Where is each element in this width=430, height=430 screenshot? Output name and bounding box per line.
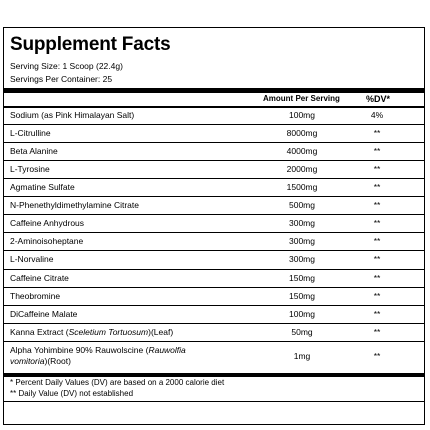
ingredient-name: L-Citrulline: [10, 128, 51, 138]
servings-per-container: Servings Per Container: 25: [10, 74, 113, 84]
ingredient-row: [4, 342, 424, 373]
ingredient-dv: **: [373, 327, 381, 337]
serving-size: Serving Size: 1 Scoop (22.4g): [10, 61, 123, 71]
ingredient-row: [4, 161, 424, 179]
footnote-not-established: ** Daily Value (DV) not established: [10, 389, 134, 398]
ingredient-name-latin: vomitoria: [10, 356, 45, 366]
ingredient-name: Sodium (as Pink Himalayan Salt): [10, 110, 135, 120]
ingredient-name: L-Tyrosine: [10, 164, 50, 174]
footnote-dv: * Percent Daily Values (DV) are based on a 2000 calorie diet: [10, 378, 225, 387]
ingredient-amount: 150mg: [289, 291, 315, 301]
ingredient-dv: **: [373, 128, 381, 138]
ingredient-name-part: Kanna Extract (: [10, 327, 69, 337]
ingredient-row: [4, 324, 424, 342]
supplement-facts-panel: [3, 27, 425, 425]
ingredient-amount: 8000mg: [286, 128, 318, 138]
column-header-amount: Amount Per Serving: [263, 94, 340, 103]
ingredient-amount: 1500mg: [286, 182, 318, 192]
ingredient-dv: **: [373, 291, 381, 301]
ingredient-dv: **: [373, 146, 381, 156]
ingredient-name: L-Norvaline: [10, 254, 54, 264]
ingredient-row: [4, 143, 424, 161]
ingredient-amount: 300mg: [289, 254, 315, 264]
ingredient-dv: **: [373, 182, 381, 192]
ingredient-amount: 100mg: [289, 110, 315, 120]
ingredient-row: [4, 107, 424, 125]
ingredient-dv: **: [373, 164, 381, 174]
ingredient-name-latin: Rauwolfia: [148, 345, 186, 355]
ingredient-dv: **: [373, 309, 381, 319]
ingredient-amount: 1mg: [293, 351, 311, 361]
ingredient-name-latin: Sceletium Tortuosum: [68, 327, 149, 337]
ingredient-name-part: )(Root): [44, 356, 71, 366]
ingredient-dv: **: [373, 254, 381, 264]
ingredient-amount: 4000mg: [286, 146, 318, 156]
ingredient-name: Agmatine Sulfate: [10, 182, 75, 192]
ingredient-row: [4, 215, 424, 233]
ingredient-dv: **: [373, 351, 381, 361]
ingredient-row: [4, 270, 424, 288]
ingredient-name: [10, 327, 173, 338]
ingredient-name: N-Phenethyldimethylamine Citrate: [10, 200, 139, 210]
ingredient-amount: 500mg: [289, 200, 315, 210]
ingredient-row: [4, 179, 424, 197]
ingredient-dv: **: [373, 218, 381, 228]
ingredient-row: [4, 197, 424, 215]
ingredient-name: Caffeine Citrate: [10, 273, 69, 283]
bottom-divider: [4, 401, 424, 402]
ingredient-row: [4, 233, 424, 251]
ingredient-amount: 300mg: [289, 236, 315, 246]
column-header-dv: %DV*: [366, 94, 391, 104]
ingredient-amount: 300mg: [289, 218, 315, 228]
ingredient-name: [10, 345, 186, 367]
ingredient-amount: 2000mg: [286, 164, 318, 174]
ingredient-amount: 100mg: [289, 309, 315, 319]
ingredient-row: [4, 306, 424, 324]
ingredient-row: [4, 125, 424, 143]
thick-divider: [4, 88, 424, 93]
ingredient-name: 2-Aminoisoheptane: [10, 236, 84, 246]
ingredient-dv: **: [373, 273, 381, 283]
ingredient-dv: **: [373, 200, 381, 210]
ingredient-amount: 150mg: [289, 273, 315, 283]
ingredient-dv: **: [373, 236, 381, 246]
ingredient-name: Caffeine Anhydrous: [10, 218, 85, 228]
footer-divider: [4, 373, 424, 377]
ingredient-row: [4, 251, 424, 270]
ingredient-name: Theobromine: [10, 291, 61, 301]
ingredient-row: [4, 288, 424, 306]
ingredient-name-part: Alpha Yohimbine 90% Rauwolscine (: [10, 345, 149, 355]
ingredient-name: Beta Alanine: [10, 146, 58, 156]
panel-title: Supplement Facts: [10, 34, 171, 55]
ingredient-name: DiCaffeine Malate: [10, 309, 78, 319]
ingredient-name-part: )(Leaf): [148, 327, 174, 337]
ingredient-dv: 4%: [370, 110, 384, 120]
ingredient-amount: 50mg: [291, 327, 313, 337]
